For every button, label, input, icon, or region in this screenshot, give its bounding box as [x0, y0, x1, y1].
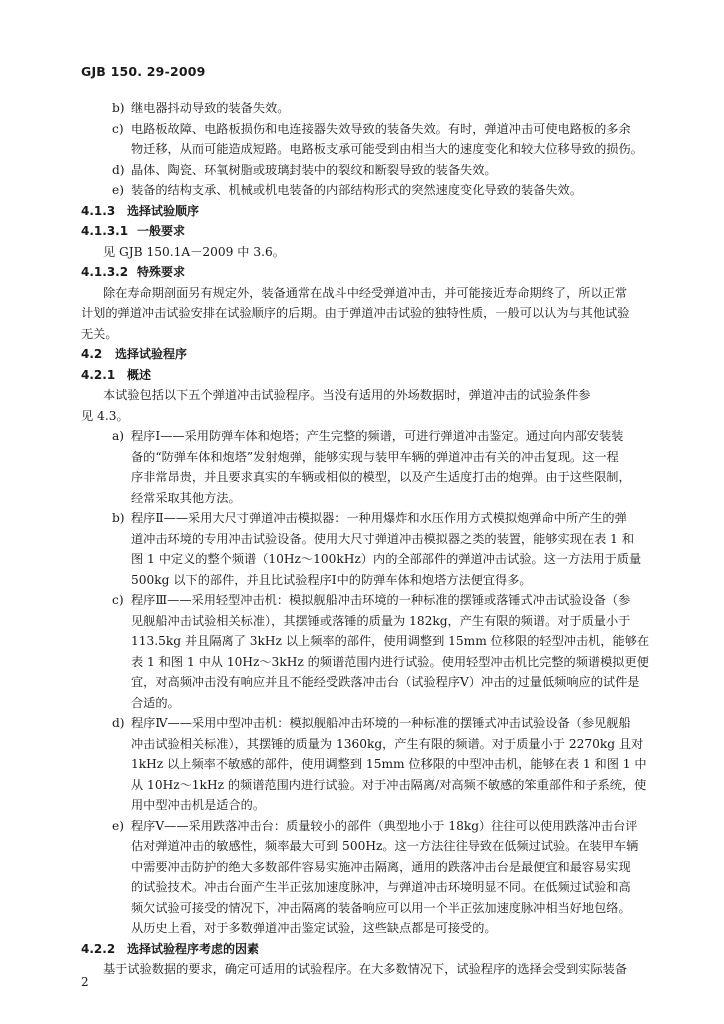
- line-text: 序非常昂贵，并且要求真实的车辆或相似的模型，以及产生适度打击的炮弹。由于这些限制，: [131, 470, 631, 484]
- line-text: 见 GJB 150.1A－2009 中 3.6。: [103, 244, 285, 259]
- line-text: 113.5kg 并且隔离了 3kHz 以上频率的部件，使用调整到 15mm 位移限的轻型冲击机，能够在: [131, 634, 650, 648]
- list-item: [81, 98, 675, 119]
- text-line: [81, 652, 675, 673]
- line-text: 备的“防弹车体和炮塔”发射炮弹，能够实现与装甲车辆的弹道冲击有关的冲击复现。这一程: [131, 449, 619, 464]
- line-text: 程序Ⅰ——采用防弹车体和炮塔；产生完整的频谱，可进行弹道冲击鉴定。通过向内部安装装: [131, 429, 624, 443]
- list-marker: b): [112, 511, 125, 525]
- text-line: [81, 959, 675, 980]
- line-text: 表 1 和图 1 中从 10Hz～3kHz 的频谱范围内进行试验。使用轻型冲击机比完整的频谱模拟更便: [131, 654, 649, 669]
- text-line: [81, 447, 675, 468]
- line-text: 特殊要求: [137, 265, 186, 279]
- list-item: [81, 119, 675, 140]
- text-line: [81, 324, 675, 345]
- list-marker: d): [112, 162, 125, 177]
- text-line: [81, 877, 675, 898]
- list-marker: c): [112, 121, 124, 136]
- line-text: 计划的弹道冲击试验安排在试验顺序的后期。由于弹道冲击试验的独特性质，一般可以认为与其他试验: [81, 306, 630, 320]
- line-text: 的试验技术。冲击台面产生半正弦加速度脉冲，与弹道冲击环境明显不同。在低频过试验和高: [131, 880, 631, 894]
- line-text: 除在寿命期剖面另有规定外，装备通常在战斗中经受弹道冲击，并可能接近寿命期终了，所以正常: [103, 285, 628, 300]
- line-text: 道冲击环境的专用冲击试验设备。使用大尺寸弹道冲击模拟器之类的装置，能够实现在表 1 和: [131, 531, 635, 546]
- line-text: 合适的。: [131, 695, 180, 710]
- section-heading: [81, 344, 675, 365]
- text-line: [81, 283, 675, 304]
- line-text: 程序Ⅳ——采用中型冲击机：模拟舰船冲击环境的一种标准的摆锤式冲击试验设备（参见舰船: [131, 716, 631, 730]
- line-text: 见 4.3。: [81, 408, 129, 423]
- line-text: 无关。: [81, 326, 118, 341]
- text-line: [81, 754, 675, 775]
- list-item: [81, 426, 675, 447]
- line-text: 冲击试验相关标准），其摆锤的质量为 1360kg，产生有限的频谱。对于质量小于 2270kg 且对: [131, 736, 644, 751]
- section-number: 4.2.2: [81, 941, 116, 956]
- list-item: [81, 160, 675, 181]
- text-line: [81, 672, 675, 693]
- line-text: 频欠试验可接受的情况下，冲击隔离的装备响应可以用一个半正弦加速度脉冲相当好地包络。: [131, 900, 631, 915]
- text-line: [81, 242, 675, 263]
- list-marker: c): [112, 593, 124, 607]
- line-text: 1kHz 以上频率不敏感的部件，使用调整到 15mm 位移限的中型冲击机，能够在表 1 和图 1 中: [131, 757, 647, 771]
- text-line: [81, 918, 675, 939]
- list-item: [81, 180, 675, 201]
- text-line: [81, 488, 675, 509]
- text-line: [81, 139, 675, 160]
- line-text: 程序Ⅱ——采用大尺寸弹道冲击模拟器：一种用爆炸和水压作用方式模拟炮弹命中所产生的弹: [131, 511, 627, 525]
- line-text: 一般要求: [137, 224, 186, 238]
- line-text: 宜，对高频冲击没有响应并且不能经受跌落冲击台（试验程序Ⅴ）冲击的过量低频响应的试件是: [131, 675, 640, 689]
- line-text: 见舰船冲击试验相关标准），其摆锤或落锤的质量为 182kg，产生有限的频谱。对于质量小于: [131, 613, 631, 628]
- text-line: [81, 857, 675, 878]
- line-text: 晶体、陶瓷、环氧树脂或玻璃封装中的裂纹和断裂导致的装备失效。: [131, 162, 497, 177]
- text-line: [81, 795, 675, 816]
- list-marker: a): [112, 429, 125, 443]
- line-text: 选择试验程序考虑的因素: [127, 941, 260, 956]
- line-text: 图 1 中定义的整个频谱（10Hz～100kHz）内的全部部件的弹道冲击试验。这一方法用于质量: [131, 552, 642, 566]
- text-line: [81, 303, 675, 324]
- list-marker: e): [112, 818, 124, 833]
- text-line: [81, 631, 675, 652]
- line-text: 估对弹道冲击的敏感性，频率最大可到 500Hz。这一方法往往导致在低频过试验。在装甲车辆: [131, 839, 639, 853]
- document-header: GJB 150. 29-2009: [81, 64, 206, 79]
- section-heading: [81, 221, 675, 242]
- list-item: [81, 713, 675, 734]
- line-text: 物迁移，从而可能造成短路。电路板支承可能受到由相当大的速度变化和较大位移导致的损伤。: [131, 142, 643, 156]
- text-line: [81, 406, 675, 427]
- document-body: [81, 98, 675, 980]
- section-heading: [81, 939, 675, 960]
- section-heading: [81, 262, 675, 283]
- text-line: [81, 734, 675, 755]
- section-number: 4.1.3: [81, 203, 116, 218]
- section-heading: [81, 365, 675, 386]
- line-text: 经常采取其他方法。: [131, 490, 241, 505]
- section-heading: [81, 201, 675, 222]
- list-marker: e): [112, 183, 124, 197]
- text-line: [81, 467, 675, 488]
- list-item: [81, 508, 675, 529]
- line-text: 电路板故障、电路板损伤和电连接器失效导致的装备失效。有时，弹道冲击可使电路板的多余: [131, 121, 631, 136]
- list-marker: b): [112, 101, 125, 115]
- line-text: 本试验包括以下五个弹道冲击试验程序。当没有适用的外场数据时，弹道冲击的试验条件参: [103, 388, 591, 402]
- line-text: 装备的结构支承、机械或机电装备的内部结构形式的突然速度变化导致的装备失效。: [131, 183, 582, 197]
- text-line: [81, 898, 675, 919]
- line-text: 中需要冲击防护的绝大多数部件容易实施冲击隔离，通用的跌落冲击台是最便宜和最容易实现: [131, 859, 631, 874]
- line-text: 基于试验数据的要求，确定可适用的试验程序。在大多数情况下，试验程序的选择会受到实际装备: [103, 962, 628, 976]
- list-marker: d): [112, 716, 125, 730]
- line-text: 500kg 以下的部件，并且比试验程序Ⅰ中的防弹车体和炮塔方法便宜得多。: [131, 572, 532, 587]
- line-text: 选择试验程序: [115, 347, 188, 361]
- line-text: 概述: [127, 367, 152, 382]
- text-line: [81, 775, 675, 796]
- text-line: [81, 570, 675, 591]
- line-text: 从 10Hz～1kHz 的频谱范围内进行试验。对于冲击隔离/对高频不敏感的笨重部件和子系统，使: [131, 777, 647, 792]
- line-text: 程序Ⅲ——采用轻型冲击机：模拟舰船冲击环境的一种标准的摆锤或落锤式冲击试验设备（参: [131, 593, 631, 607]
- text-line: [81, 836, 675, 857]
- text-line: [81, 529, 675, 550]
- list-item: [81, 590, 675, 611]
- line-text: 选择试验顺序: [127, 203, 200, 218]
- section-number: 4.1.3.2: [81, 265, 129, 279]
- text-line: [81, 693, 675, 714]
- page-number: 2: [81, 975, 89, 989]
- section-number: 4.2.1: [81, 367, 116, 382]
- section-number: 4.2: [81, 347, 103, 361]
- line-text: 用中型冲击机是适合的。: [131, 798, 266, 812]
- text-line: [81, 549, 675, 570]
- line-text: 程序Ⅴ——采用跌落冲击台：质量较小的部件（典型地小于 18kg）往往可以使用跌落冲击台评: [131, 818, 638, 833]
- list-item: [81, 816, 675, 837]
- section-number: 4.1.3.1: [81, 224, 129, 238]
- line-text: 从历史上看，对于多数弹道冲击鉴定试验，这些缺点都是可接受的。: [131, 921, 497, 935]
- text-line: [81, 611, 675, 632]
- line-text: 继电器抖动导致的装备失效。: [131, 101, 290, 115]
- text-line: [81, 385, 675, 406]
